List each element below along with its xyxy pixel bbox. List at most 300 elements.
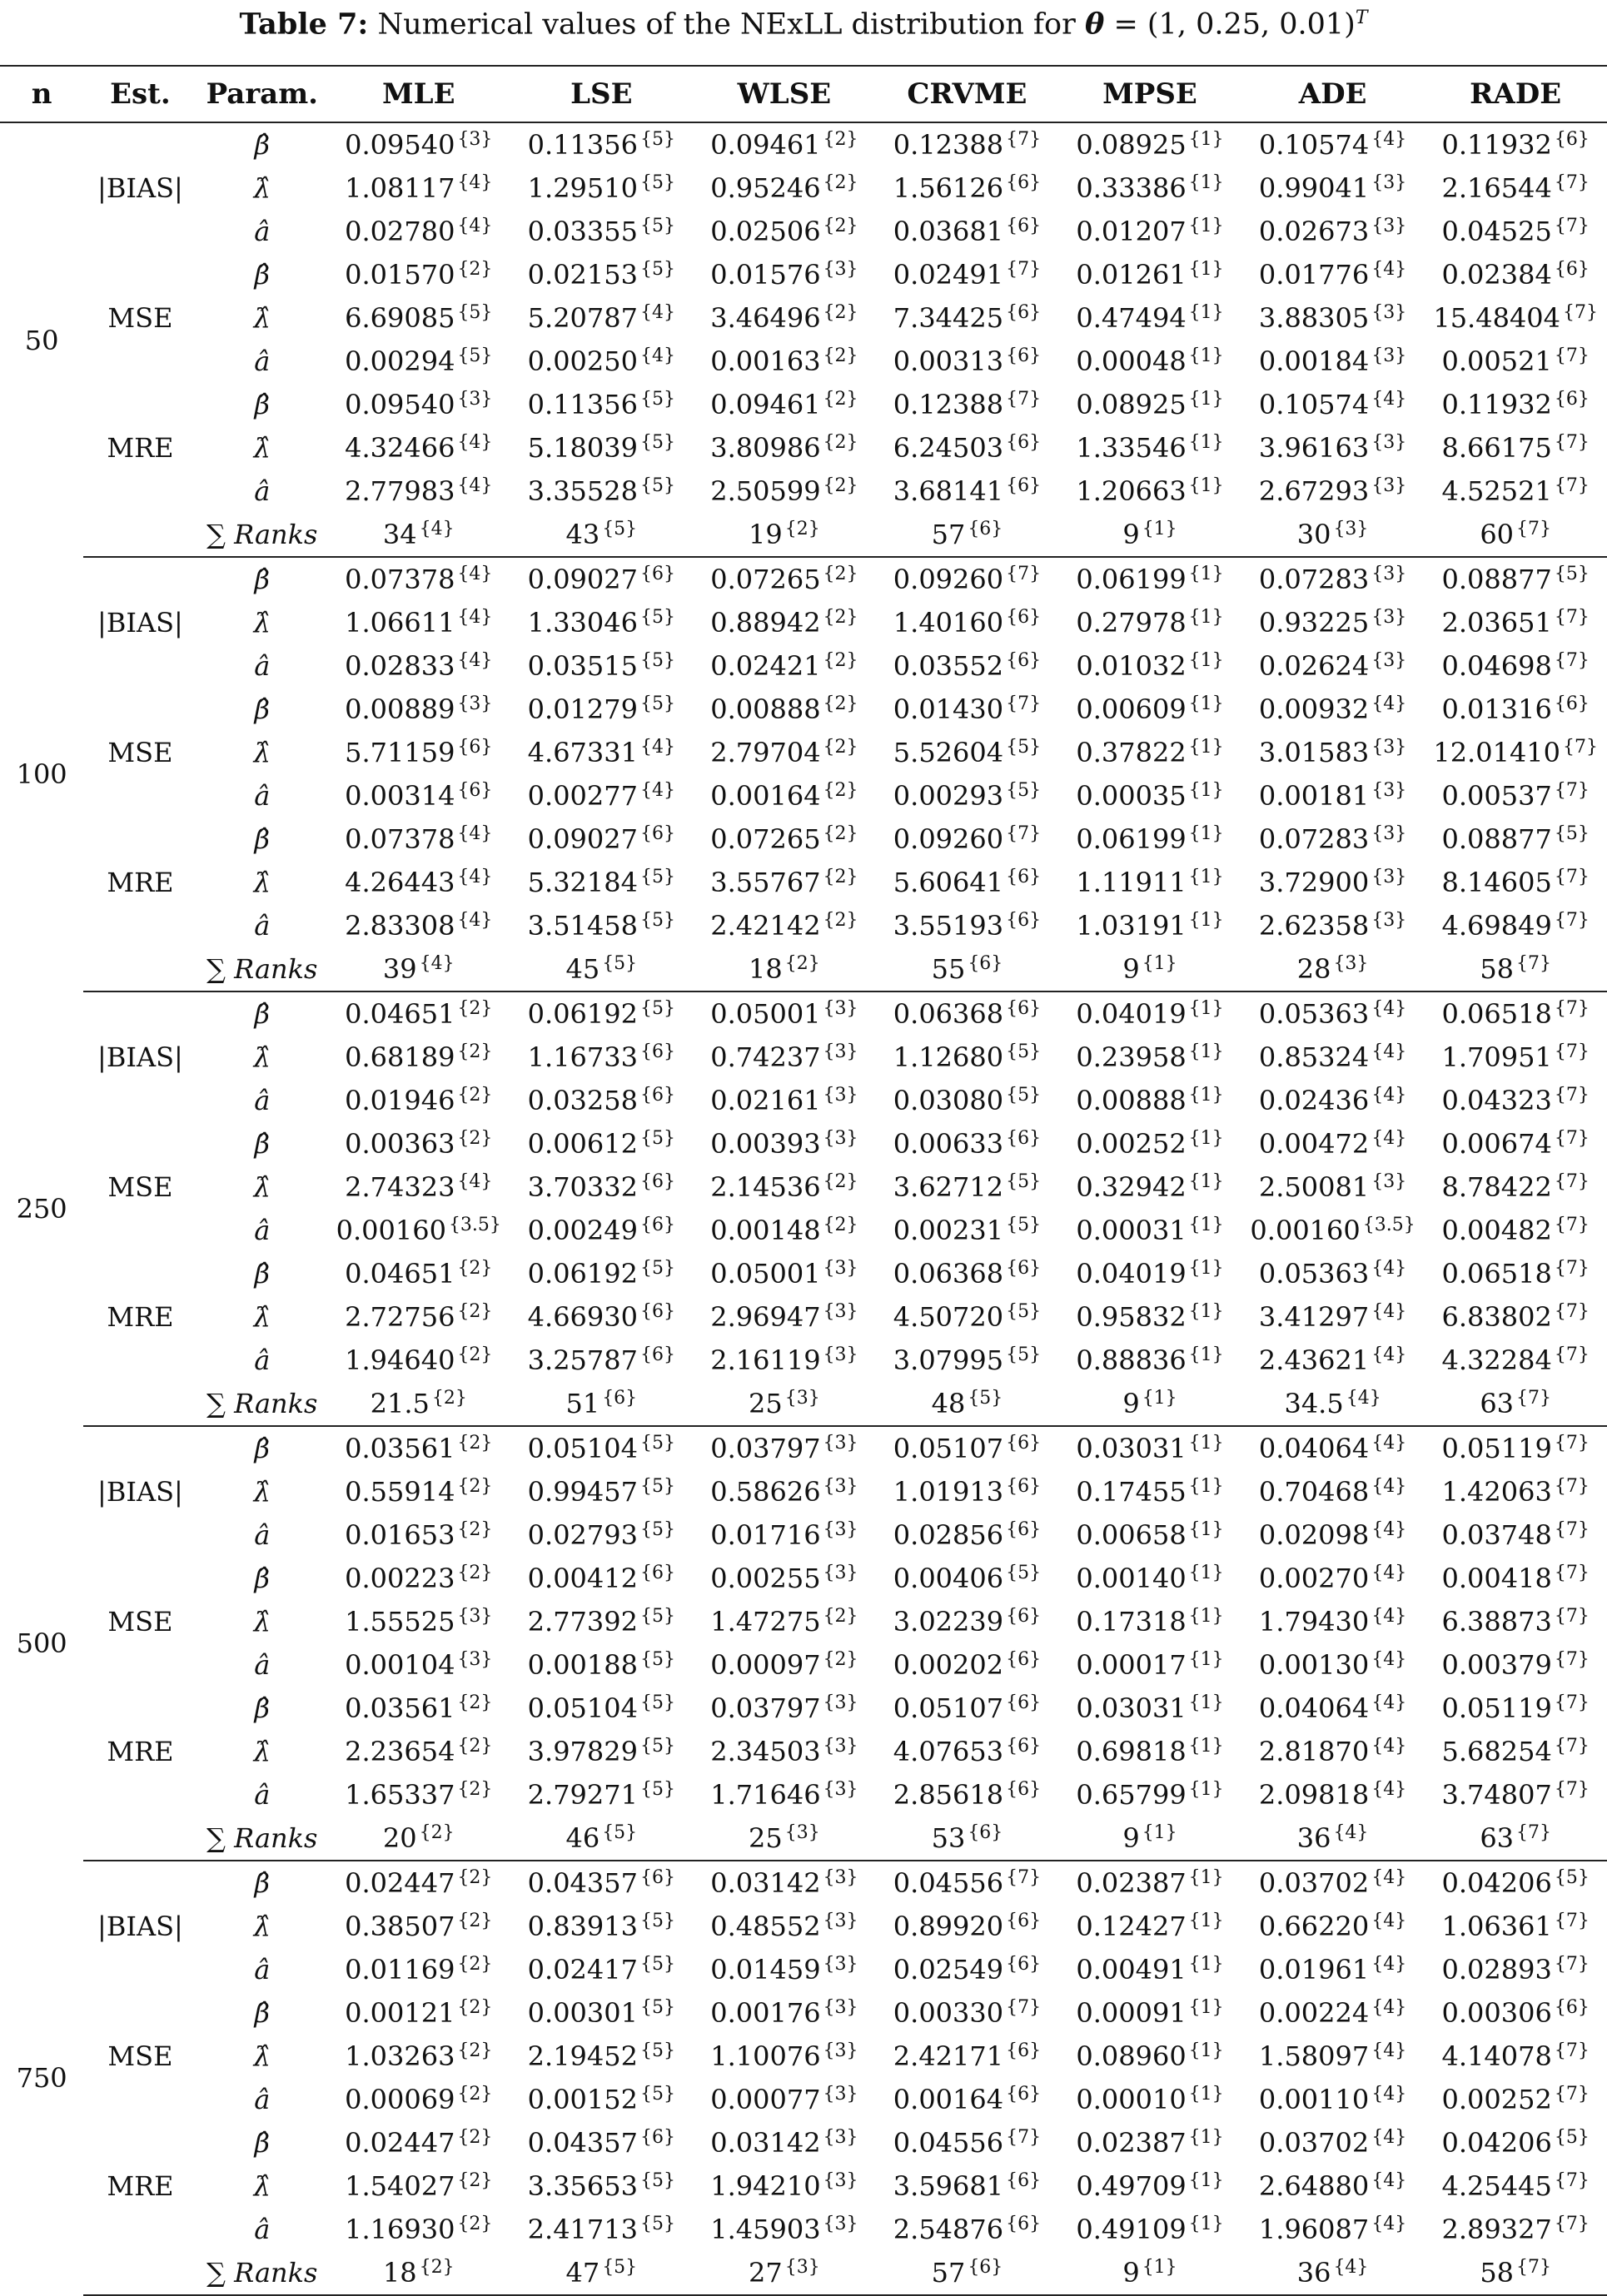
value-cell xyxy=(1058,1773,1241,1816)
value-cell xyxy=(693,1295,876,1339)
rank-superscript: {1} xyxy=(1188,1128,1224,1149)
param-cell: β̂ xyxy=(254,823,271,855)
value-cell xyxy=(1424,644,1607,688)
sum-ranks-cell xyxy=(1241,947,1425,991)
value-text: 1.94640 xyxy=(345,1344,455,1376)
sum-value: 20 xyxy=(382,1822,417,1854)
rank-superscript: {1} xyxy=(1142,1822,1177,1843)
rank-superscript: {3.5} xyxy=(1362,1215,1415,1235)
sum-value: 55 xyxy=(931,953,966,985)
rank-superscript: {6} xyxy=(639,1301,675,1322)
value-cell xyxy=(327,1730,510,1773)
param-cell: λ̂ xyxy=(253,607,271,639)
sum-symbol: ∑ xyxy=(206,953,226,985)
rank-superscript: {4} xyxy=(1371,259,1407,280)
value-cell xyxy=(876,1122,1059,1165)
value-text: 3.59681 xyxy=(893,2170,1004,2202)
value-text: 4.25445 xyxy=(1441,2170,1552,2202)
value-text: 0.01279 xyxy=(527,693,638,725)
value-cell xyxy=(693,2121,876,2164)
sum-ranks-spacer xyxy=(83,1816,197,1861)
value-cell xyxy=(1424,296,1607,340)
rank-superscript: {7} xyxy=(1554,1954,1590,1975)
value-text: 0.03561 xyxy=(345,1433,455,1464)
rank-superscript: {4} xyxy=(1371,129,1407,150)
value-cell xyxy=(510,2078,694,2121)
value-text: 0.05107 xyxy=(893,1692,1004,1724)
rank-superscript: {4} xyxy=(1371,1867,1407,1888)
rank-superscript: {2} xyxy=(457,2127,493,2148)
value-text: 1.16733 xyxy=(527,1041,638,1073)
estimator-measure-cell: MRE xyxy=(107,2170,174,2202)
value-text: 0.00077 xyxy=(710,2084,821,2115)
value-text: 0.00048 xyxy=(1076,345,1187,377)
value-text: 0.04698 xyxy=(1441,650,1552,682)
value-text: 0.03561 xyxy=(345,1692,455,1724)
rank-superscript: {7} xyxy=(1554,867,1590,887)
rank-superscript: {6} xyxy=(1006,1954,1042,1975)
rank-superscript: {4} xyxy=(457,867,493,887)
sum-ranks-cell xyxy=(1058,1816,1241,1861)
value-cell xyxy=(510,991,694,1036)
table-row xyxy=(0,1339,1607,1382)
rank-superscript: {2} xyxy=(457,2214,493,2234)
value-text: 0.10574 xyxy=(1258,389,1370,420)
table-row xyxy=(0,1470,1607,1513)
value-text: 2.43621 xyxy=(1258,1344,1370,1376)
param-cell: β̂ xyxy=(254,564,271,595)
value-text: 0.00889 xyxy=(345,693,455,725)
value-cell xyxy=(693,122,876,166)
sum-ranks-cell xyxy=(876,1382,1059,1426)
rank-superscript: {1} xyxy=(1188,1779,1224,1800)
value-text: 4.66930 xyxy=(527,1301,638,1333)
rank-superscript: {6} xyxy=(1006,607,1042,628)
value-text: 0.00223 xyxy=(345,1563,455,1594)
value-text: 0.00537 xyxy=(1441,780,1552,812)
value-text: 0.00224 xyxy=(1258,1997,1370,2029)
rank-superscript: {7} xyxy=(1554,1041,1590,1062)
value-cell xyxy=(1058,2208,1241,2251)
value-cell xyxy=(1058,1209,1241,1252)
rank-superscript: {5} xyxy=(639,1606,675,1627)
value-text: 5.60641 xyxy=(893,867,1004,898)
param-cell: â xyxy=(254,345,271,377)
rank-superscript: {5} xyxy=(639,1997,675,2018)
value-text: 0.95832 xyxy=(1076,1301,1187,1333)
value-cell xyxy=(693,1861,876,1905)
value-text: 2.50599 xyxy=(710,475,821,507)
table-row xyxy=(0,426,1607,470)
sum-value: 57 xyxy=(931,519,966,550)
value-cell xyxy=(1424,818,1607,861)
rank-superscript: {3} xyxy=(1333,953,1369,974)
rank-superscript: {7} xyxy=(1563,302,1599,323)
sum-ranks-cell xyxy=(510,1816,694,1861)
rank-superscript: {7} xyxy=(1554,780,1590,801)
value-text: 0.00418 xyxy=(1441,1563,1552,1594)
sum-value: 9 xyxy=(1122,953,1140,985)
value-text: 0.00932 xyxy=(1258,693,1370,725)
rank-superscript: {4} xyxy=(1371,2127,1407,2148)
sum-value: 51 xyxy=(565,1388,600,1419)
value-cell xyxy=(876,601,1059,644)
value-cell xyxy=(510,166,694,210)
rank-superscript: {1} xyxy=(1188,693,1224,714)
sum-ranks-spacer xyxy=(83,1382,197,1426)
param-cell: λ̂ xyxy=(253,2040,271,2072)
value-cell xyxy=(1424,1861,1607,1905)
rank-superscript: {4} xyxy=(639,737,675,758)
rank-superscript: {1} xyxy=(1188,1736,1224,1757)
rank-superscript: {3} xyxy=(1371,650,1407,671)
value-text: 2.23654 xyxy=(345,1736,455,1767)
value-cell xyxy=(510,426,694,470)
value-cell xyxy=(327,774,510,818)
value-text: 0.07283 xyxy=(1258,564,1370,595)
value-cell xyxy=(1058,1339,1241,1382)
value-cell xyxy=(876,1036,1059,1079)
value-cell xyxy=(693,1600,876,1643)
value-text: 3.68141 xyxy=(893,475,1004,507)
value-cell xyxy=(693,2208,876,2251)
sum-ranks-cell xyxy=(1058,1382,1241,1426)
rank-superscript: {6} xyxy=(1006,1519,1042,1540)
rank-superscript: {6} xyxy=(1006,345,1042,366)
value-cell xyxy=(876,122,1059,166)
param-cell: β̂ xyxy=(254,1258,271,1290)
value-text: 0.04019 xyxy=(1076,998,1187,1030)
rank-superscript: {1} xyxy=(1188,259,1224,280)
sum-word: Ranks xyxy=(234,519,318,550)
rank-superscript: {3} xyxy=(823,259,858,280)
value-cell xyxy=(876,1339,1059,1382)
sum-value: 36 xyxy=(1296,1822,1331,1854)
rank-superscript: {4} xyxy=(1371,1563,1407,1583)
value-cell xyxy=(327,296,510,340)
sum-symbol: ∑ xyxy=(206,2257,226,2289)
value-cell xyxy=(1058,296,1241,340)
value-cell xyxy=(1424,601,1607,644)
value-text: 0.03142 xyxy=(710,2127,821,2159)
value-cell xyxy=(1424,991,1607,1036)
rank-superscript: {2} xyxy=(457,259,493,280)
value-text: 1.06611 xyxy=(345,607,455,639)
value-text: 0.00069 xyxy=(345,2084,455,2115)
value-cell xyxy=(1241,601,1425,644)
sum-ranks-cell xyxy=(876,947,1059,991)
value-text: 0.05001 xyxy=(710,1258,821,1290)
table-row xyxy=(0,557,1607,601)
rank-superscript: {1} xyxy=(1188,1215,1224,1235)
rank-superscript: {7} xyxy=(1554,1215,1590,1235)
value-cell xyxy=(510,1861,694,1905)
value-text: 3.55767 xyxy=(710,867,821,898)
value-text: 0.03031 xyxy=(1076,1433,1187,1464)
sum-ranks-cell xyxy=(510,2251,694,2295)
value-text: 0.05104 xyxy=(527,1692,638,1724)
value-text: 0.00314 xyxy=(345,780,455,812)
rank-superscript: {1} xyxy=(1188,2084,1224,2105)
value-cell xyxy=(1058,1861,1241,1905)
rank-superscript: {6} xyxy=(457,737,493,758)
rank-superscript: {6} xyxy=(1006,650,1042,671)
value-cell xyxy=(510,644,694,688)
value-cell xyxy=(510,340,694,383)
value-cell xyxy=(1241,688,1425,731)
table-row xyxy=(0,1948,1607,1991)
rank-superscript: {3} xyxy=(823,1344,858,1365)
value-cell xyxy=(327,166,510,210)
value-text: 2.79704 xyxy=(710,737,821,768)
value-cell xyxy=(693,1209,876,1252)
value-cell xyxy=(876,774,1059,818)
rank-superscript: {3} xyxy=(1371,607,1407,628)
rank-superscript: {1} xyxy=(1188,1476,1224,1497)
value-cell xyxy=(1058,2078,1241,2121)
value-text: 1.71646 xyxy=(710,1779,821,1811)
rank-superscript: {4} xyxy=(419,953,455,974)
value-cell xyxy=(693,557,876,601)
value-cell xyxy=(327,818,510,861)
rank-superscript: {2} xyxy=(823,345,858,366)
sum-value: 48 xyxy=(931,1388,966,1419)
table-row xyxy=(0,1426,1607,1470)
rank-superscript: {7} xyxy=(1554,607,1590,628)
sum-ranks-cell xyxy=(1424,1382,1607,1426)
table-row xyxy=(0,1687,1607,1730)
value-cell xyxy=(510,2035,694,2078)
value-text: 0.00888 xyxy=(1076,1085,1187,1116)
rank-superscript: {3} xyxy=(823,2170,858,2191)
value-text: 0.05119 xyxy=(1441,1433,1552,1464)
value-cell xyxy=(510,253,694,296)
sum-ranks-cell xyxy=(327,513,510,557)
param-cell: â xyxy=(254,1954,271,1985)
value-cell xyxy=(1241,1991,1425,2035)
rank-superscript: {5} xyxy=(602,2257,638,2278)
sum-word: Ranks xyxy=(234,1822,318,1854)
rank-superscript: {2} xyxy=(457,1692,493,1713)
param-cell: λ̂ xyxy=(253,1171,271,1203)
sum-ranks-cell xyxy=(1241,1816,1425,1861)
value-cell xyxy=(693,818,876,861)
value-cell xyxy=(1058,1600,1241,1643)
rank-superscript: {1} xyxy=(1188,302,1224,323)
value-text: 0.02506 xyxy=(710,216,821,247)
estimator-measure-cell: |BIAS| xyxy=(97,1911,183,1942)
rank-superscript: {1} xyxy=(1188,216,1224,236)
estimator-measure-cell: MRE xyxy=(107,867,174,898)
rank-superscript: {1} xyxy=(1188,1997,1224,2018)
value-cell xyxy=(876,1165,1059,1209)
value-text: 0.04556 xyxy=(893,1867,1004,1899)
param-cell: â xyxy=(254,910,271,942)
param-cell: β̂ xyxy=(254,1867,271,1899)
sum-ranks-cell xyxy=(693,2251,876,2295)
rank-superscript: {4} xyxy=(1371,1344,1407,1365)
rank-superscript: {3} xyxy=(1371,867,1407,887)
value-cell xyxy=(1058,861,1241,904)
value-cell xyxy=(1241,818,1425,861)
rank-superscript: {2} xyxy=(823,564,858,584)
value-text: 0.00293 xyxy=(893,780,1004,812)
sum-ranks-cell xyxy=(1424,513,1607,557)
value-text: 0.01430 xyxy=(893,693,1004,725)
value-cell xyxy=(1241,340,1425,383)
value-text: 0.09260 xyxy=(893,564,1004,595)
value-text: 0.03258 xyxy=(527,1085,638,1116)
rank-superscript: {1} xyxy=(1188,780,1224,801)
value-text: 1.03263 xyxy=(345,2040,455,2072)
rank-superscript: {6} xyxy=(1006,910,1042,931)
value-text: 2.34503 xyxy=(710,1736,821,1767)
rank-superscript: {6} xyxy=(639,823,675,844)
rank-superscript: {4} xyxy=(1371,1258,1407,1279)
value-text: 1.42063 xyxy=(1441,1476,1552,1508)
value-cell xyxy=(876,1513,1059,1557)
rank-superscript: {3} xyxy=(1371,432,1407,453)
rank-superscript: {6} xyxy=(639,1563,675,1583)
value-cell xyxy=(1424,470,1607,513)
value-text: 0.01261 xyxy=(1076,259,1187,291)
rank-superscript: {6} xyxy=(639,1041,675,1062)
value-cell xyxy=(693,1165,876,1209)
value-cell xyxy=(1241,1079,1425,1122)
sum-value: 18 xyxy=(382,2257,417,2289)
value-text: 1.56126 xyxy=(893,172,1004,204)
value-cell xyxy=(1424,904,1607,947)
value-text: 1.94210 xyxy=(710,2170,821,2202)
value-text: 6.24503 xyxy=(893,432,1004,464)
value-cell xyxy=(1058,122,1241,166)
rank-superscript: {5} xyxy=(457,345,493,366)
value-text: 0.68189 xyxy=(345,1041,455,1073)
value-text: 8.78422 xyxy=(1441,1171,1552,1203)
value-text: 0.07283 xyxy=(1258,823,1370,855)
value-cell xyxy=(327,383,510,426)
value-cell xyxy=(1424,1513,1607,1557)
value-text: 0.05107 xyxy=(893,1433,1004,1464)
sum-ranks-row xyxy=(0,2251,1607,2295)
value-text: 0.02491 xyxy=(893,259,1004,291)
value-text: 5.20787 xyxy=(527,302,638,334)
value-cell xyxy=(1058,383,1241,426)
sum-ranks-cell xyxy=(1058,513,1241,557)
rank-superscript: {1} xyxy=(1188,1519,1224,1540)
value-cell xyxy=(327,2208,510,2251)
rank-superscript: {1} xyxy=(1188,867,1224,887)
table-row xyxy=(0,2164,1607,2208)
param-cell: λ̂ xyxy=(253,1301,271,1333)
rank-superscript: {4} xyxy=(1371,1779,1407,1800)
value-cell xyxy=(1424,1295,1607,1339)
value-text: 0.04064 xyxy=(1258,1692,1370,1724)
value-text: 1.47275 xyxy=(710,1606,821,1638)
rank-superscript: {1} xyxy=(1188,910,1224,931)
value-cell xyxy=(876,1948,1059,1991)
sum-ranks-cell xyxy=(1058,2251,1241,2295)
value-cell xyxy=(876,1773,1059,1816)
sum-ranks-row xyxy=(0,513,1607,557)
value-text: 6.38873 xyxy=(1441,1606,1552,1638)
value-cell xyxy=(876,2164,1059,2208)
rank-superscript: {7} xyxy=(1554,1563,1590,1583)
value-text: 1.79430 xyxy=(1258,1606,1370,1638)
value-text: 0.03031 xyxy=(1076,1692,1187,1724)
rank-superscript: {1} xyxy=(1188,607,1224,628)
value-cell xyxy=(327,1079,510,1122)
rank-superscript: {3} xyxy=(823,1867,858,1888)
value-text: 0.09461 xyxy=(710,129,821,161)
table-row xyxy=(0,2078,1607,2121)
value-cell xyxy=(1424,2121,1607,2164)
rank-superscript: {2} xyxy=(457,1258,493,1279)
value-cell xyxy=(1241,774,1425,818)
value-cell xyxy=(1058,991,1241,1036)
value-cell xyxy=(1058,644,1241,688)
rank-superscript: {7} xyxy=(1554,2170,1590,2191)
param-cell: â xyxy=(254,216,271,247)
value-cell xyxy=(327,340,510,383)
sum-value: 18 xyxy=(749,953,783,985)
value-cell xyxy=(510,2121,694,2164)
value-text: 0.00188 xyxy=(527,1649,638,1681)
rank-superscript: {6} xyxy=(1554,259,1590,280)
value-text: 0.04206 xyxy=(1441,2127,1552,2159)
value-text: 0.00406 xyxy=(893,1563,1004,1594)
rank-superscript: {2} xyxy=(457,1911,493,1931)
sample-size-cell: 500 xyxy=(16,1628,67,1659)
sum-value: 60 xyxy=(1480,519,1515,550)
rank-superscript: {7} xyxy=(1554,1736,1590,1757)
value-text: 0.00176 xyxy=(710,1997,821,2029)
value-text: 4.32466 xyxy=(345,432,455,464)
rank-superscript: {5} xyxy=(639,1128,675,1149)
rank-superscript: {4} xyxy=(457,910,493,931)
rank-superscript: {2} xyxy=(457,1779,493,1800)
value-cell xyxy=(693,1339,876,1382)
rank-superscript: {5} xyxy=(639,129,675,150)
value-cell xyxy=(510,296,694,340)
value-text: 2.42171 xyxy=(893,2040,1004,2072)
rank-superscript: {2} xyxy=(457,1128,493,1149)
value-text: 2.03651 xyxy=(1441,607,1552,639)
rank-superscript: {3} xyxy=(823,2040,858,2061)
rank-superscript: {3} xyxy=(823,1736,858,1757)
value-text: 5.68254 xyxy=(1441,1736,1552,1767)
value-cell xyxy=(327,470,510,513)
value-cell xyxy=(1241,1165,1425,1209)
rank-superscript: {7} xyxy=(1554,2214,1590,2234)
value-text: 0.00104 xyxy=(345,1649,455,1681)
value-text: 0.03681 xyxy=(893,216,1004,247)
value-cell xyxy=(1058,1687,1241,1730)
value-text: 0.88836 xyxy=(1076,1344,1187,1376)
rank-superscript: {1} xyxy=(1188,1171,1224,1192)
estimator-measure-cell: |BIAS| xyxy=(97,607,183,639)
value-text: 2.62358 xyxy=(1258,910,1370,942)
value-cell xyxy=(327,861,510,904)
param-cell: â xyxy=(254,1344,271,1376)
value-cell xyxy=(327,210,510,253)
value-text: 1.20663 xyxy=(1076,475,1187,507)
value-text: 0.02387 xyxy=(1076,1867,1187,1899)
value-text: 0.06199 xyxy=(1076,823,1187,855)
rank-superscript: {5} xyxy=(602,519,638,539)
value-cell xyxy=(327,1513,510,1557)
value-text: 0.01316 xyxy=(1441,693,1552,725)
